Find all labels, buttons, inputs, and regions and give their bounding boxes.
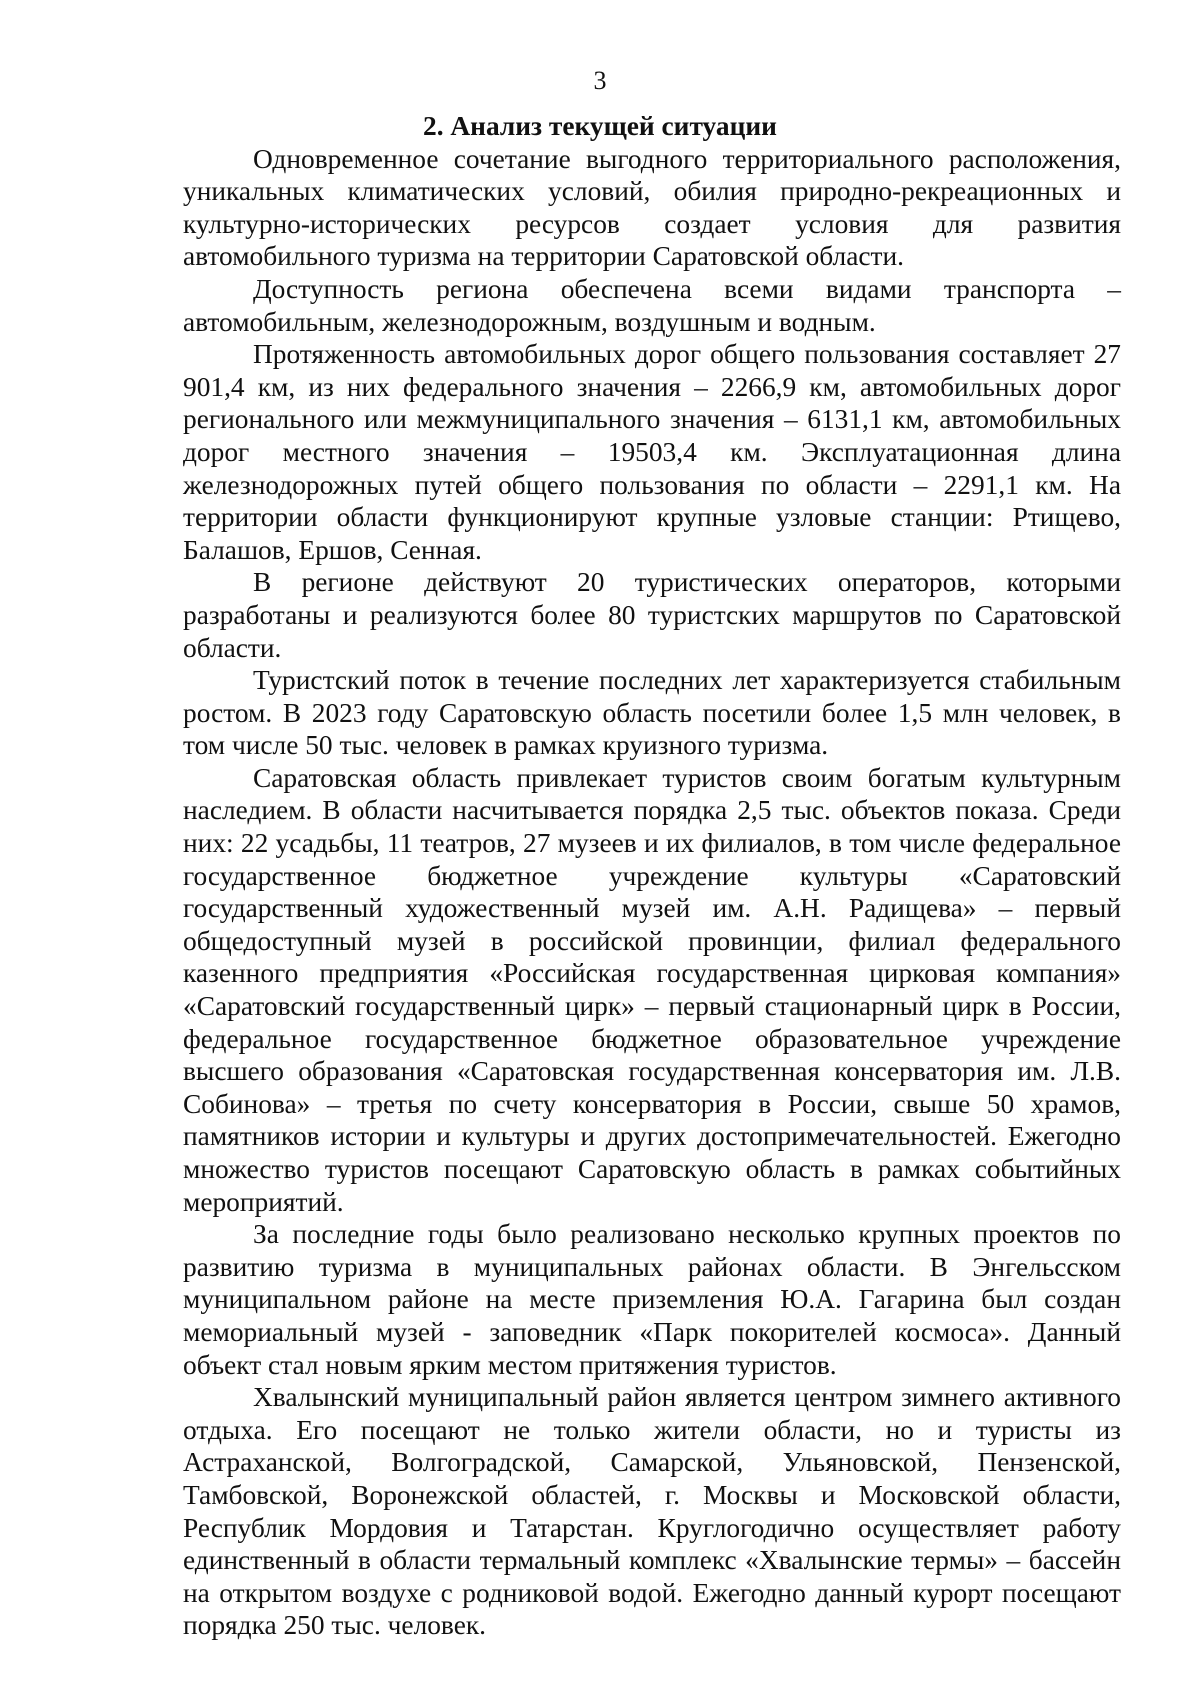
paragraph-tourist-flow: Туристский поток в течение последних лет характеризуется стабильным ростом. В 2023 году Саратовскую область посетили более 1,5 млн человек, в том числе 50 тыс. человек в рамках круизного туризма. xyxy=(183,665,1121,761)
paragraph-location: Одновременное сочетание выгодного территориального расположения, уникальных климатических условий, обилия природно-рекреационных и культурно-исторических ресурсов создает условия для развития автомобильного туризма на территории Саратовской области. xyxy=(183,143,1121,272)
document-body xyxy=(183,110,1121,1642)
paragraph-operators: В регионе действуют 20 туристических операторов, которыми разработаны и реализуются более 80 туристских маршрутов по Саратовской области. xyxy=(183,567,1121,663)
paragraph-transport: Доступность региона обеспечена всеми видами транспорта – автомобильным, железнодорожным, воздушным и водным. xyxy=(183,273,1121,337)
section-heading: 2. Анализ текущей ситуации xyxy=(423,111,777,141)
paragraph-projects: За последние годы было реализовано несколько крупных проектов по развитию туризма в муниципальных районах области. В Энгельсском муниципальном районе на месте приземления Ю.А. Гагарина был создан мемориальный музей - заповедник «Парк покорителей космоса». Данный объект стал новым ярким местом притяжения туристов. xyxy=(183,1219,1121,1380)
paragraph-heritage: Саратовская область привлекает туристов своим богатым культурным наследием. В области насчитывается порядка 2,5 тыс. объектов показа. Среди них: 22 усадьбы, 11 театров, 27 музеев и их филиалов, в том числе федеральное государственное бюджетное учреждение культуры «Саратовский государственный художественный музей им. А.Н. Радищева» – первый общедоступный музей в российской провинции, филиал федерального казенного предприятия «Российская государственная цирковая компания» «Саратовский государственный цирк» – первый стационарный цирк в России, федеральное государственное бюджетное образовательное учреждение высшего образования «Саратовская государственная консерватория им. Л.В. Собинова» – третья по счету консерватория в России, свыше 50 храмов, памятников истории и культуры и других достопримечательностей. Ежегодно множество туристов посещают Саратовскую область в рамках событийных мероприятий. xyxy=(183,762,1121,1217)
paragraph-roads: Протяженность автомобильных дорог общего пользования составляет 27 901,4 км, из них федерального значения – 2266,9 км, автомобильных дорог регионального или межмуниципального значения – 6131,1 км, автомобильных дорог местного значения – 19503,4 км. Эксплуатационная длина железнодорожных путей общего пользования по области – 2291,1 км. На территории области функционируют крупные узловые станции: Ртищево, Балашов, Ершов, Сенная. xyxy=(183,339,1121,565)
page-number: 3 xyxy=(593,66,607,95)
paragraph-khvalynsk: Хвалынский муниципальный район является центром зимнего активного отдыха. Его посещают не только жители области, но и туристы из Астраханской, Волгоградской, Самарской, Ульяновской, Пензенской, Тамбовской, Воронежской областей, г. Москвы и Московской области, Республик Мордовия и Татарстан. Круглогодично осуществляет работу единственный в области термальный комплекс «Хвалынские термы» – бассейн на открытом воздухе с родниковой водой. Ежегодно данный курорт посещают порядка 250 тыс. человек. xyxy=(183,1382,1121,1641)
